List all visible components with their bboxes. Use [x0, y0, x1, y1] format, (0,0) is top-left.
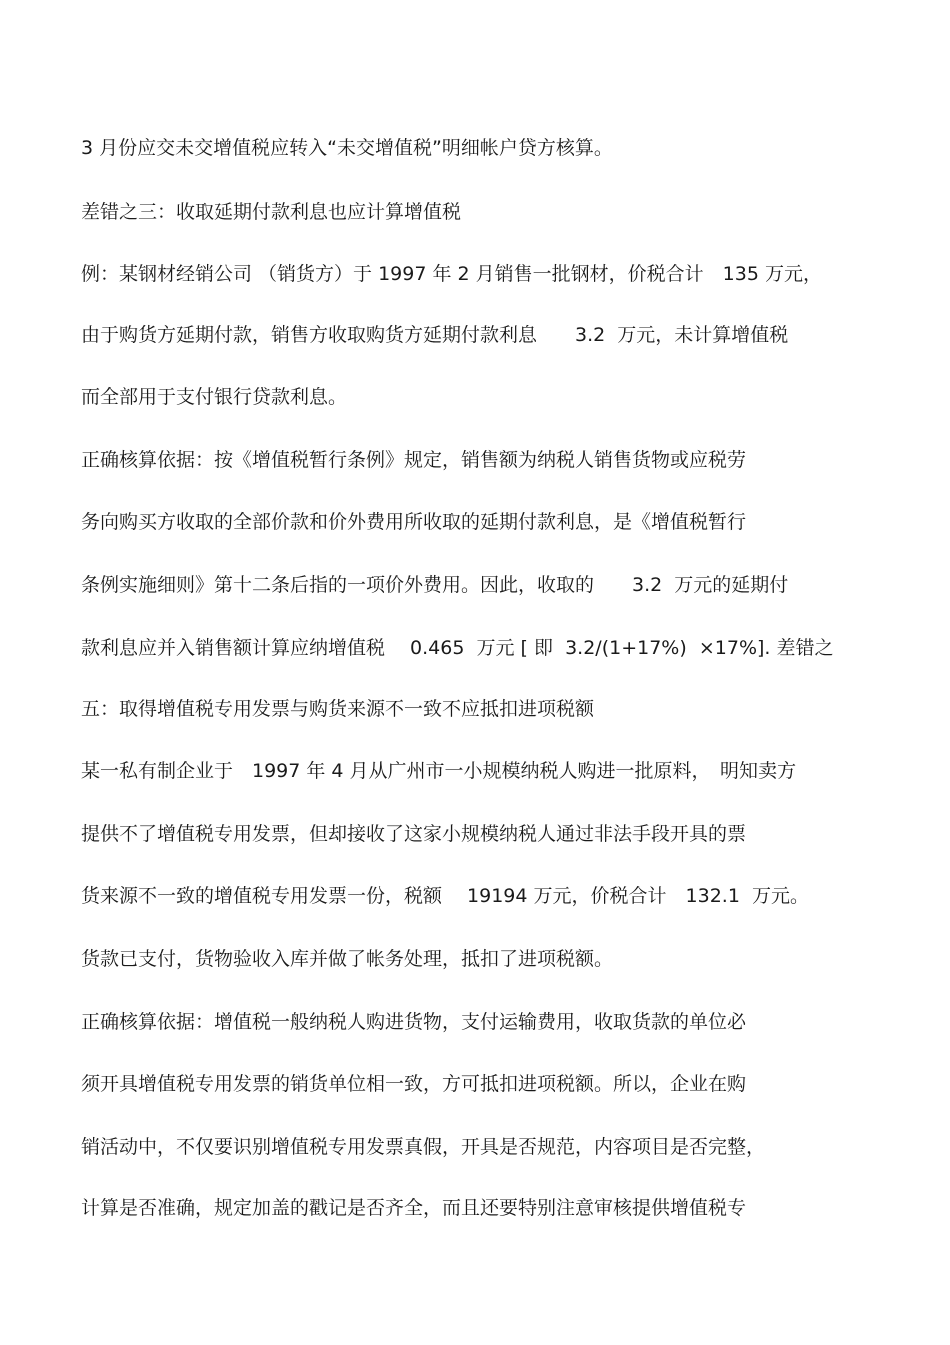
text-line: 而全部用于支付银行贷款利息。	[81, 386, 348, 408]
text-line: 货来源不一致的增值税专用发票一份，税额 19194 万元，价税合计 132.1 万元。	[81, 885, 809, 907]
text-line: 计算是否准确，规定加盖的戳记是否齐全，而且还要特别注意审核提供增值税专	[81, 1197, 747, 1219]
text-line: 3 月份应交未交增值税应转入“未交增值税”明细帐户贷方核算。	[81, 137, 613, 159]
text-line: 正确核算依据：按《增值税暂行条例》规定，销售额为纳税人销售货物或应税劳	[81, 449, 747, 471]
text-line: 须开具增值税专用发票的销货单位相一致，方可抵扣进项税额。所以，企业在购	[81, 1073, 747, 1095]
text-line: 条例实施细则》第十二条后指的一项价外费用。因此，收取的 3.2 万元的延期付	[81, 574, 789, 596]
section-heading: 五：取得增值税专用发票与购货来源不一致不应抵扣进项税额	[81, 698, 595, 720]
text-line: 由于购货方延期付款，销售方收取购货方延期付款利息 3.2 万元，未计算增值税	[81, 324, 789, 346]
text-line: 正确核算依据：增值税一般纳税人购进货物，支付运输费用，收取货款的单位必	[81, 1011, 747, 1033]
text-line: 务向购买方收取的全部价款和价外费用所收取的延期付款利息，是《增值税暂行	[81, 511, 747, 533]
text-line: 货款已支付，货物验收入库并做了帐务处理，抵扣了进项税额。	[81, 948, 614, 970]
text-line: 提供不了增值税专用发票，但却接收了这家小规模纳税人通过非法手段开具的票	[81, 823, 747, 845]
text-line: 例：某钢材经销公司 （销货方）于 1997 年 2 月销售一批钢材，价税合计 135 万元，	[81, 263, 822, 285]
text-line: 款利息应并入销售额计算应纳增值税 0.465 万元 [ 即 3.2/(1+17%) ×17%]. 差错之	[81, 637, 834, 659]
text-line: 销活动中，不仅要识别增值税专用发票真假，开具是否规范，内容项目是否完整，	[81, 1136, 766, 1158]
section-heading: 差错之三：收取延期付款利息也应计算增值税	[81, 201, 462, 223]
text-line: 某一私有制企业于 1997 年 4 月从广州市一小规模纳税人购进一批原料， 明知卖方	[81, 760, 797, 782]
